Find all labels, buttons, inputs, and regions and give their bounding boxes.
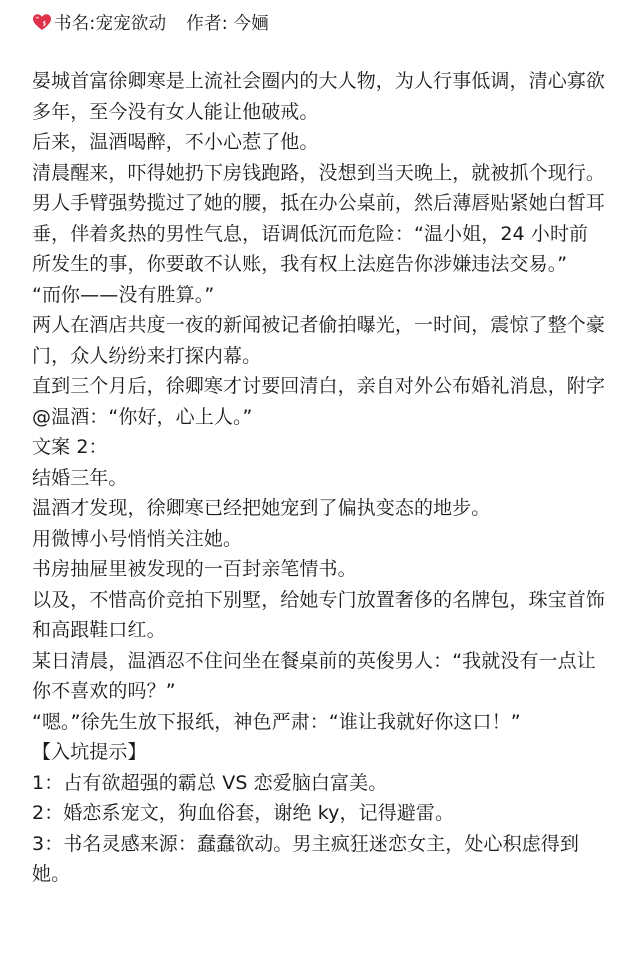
paragraph: 男人手臂强势揽过了她的腰，抵在办公桌前，然后薄唇贴紧她白皙耳垂，伴着炙热的男性气息，语调低沉而危险：“温小姐，24 小时前所发生的事，你要敢不认账，我有权上法庭告你涉嫌违法交易。” [32, 192, 606, 275]
book-header [32, 0, 606, 42]
tip-item: 1：占有欲超强的霸总 VS 恋爱脑白富美。 [32, 771, 388, 794]
paragraph: “嗯。”徐先生放下报纸，神色严肃：“谁让我就好你这口！” [32, 710, 521, 733]
section-heading-tips: 【入坑提示】 [32, 741, 147, 763]
book-title: 书名:宠宠欲动 [54, 13, 167, 34]
paragraph: 温酒才发现，徐卿寒已经把她宠到了偏执变态的地步。 [32, 497, 491, 519]
book-author: 作者: 今婳 [186, 13, 269, 34]
paragraph: 清晨醒来，吓得她扔下房钱跑路，没想到当天晚上，就被抓个现行。 [32, 161, 606, 184]
tip-item: 2：婚恋系宠文，狗血俗套，谢绝 ky，记得避雷。 [32, 802, 455, 824]
paragraph: 用微博小号悄悄关注她。 [32, 527, 243, 550]
paragraph: 直到三个月后，徐卿寒才讨要回清白，亲自对外公布婚礼消息，附字@温酒：“你好，心上人。” [32, 375, 606, 428]
paragraph: 结婚三年。 [32, 466, 128, 489]
tip-item: 3：书名灵感来源：蠢蠢欲动。男主疯狂迷恋女主，处心积虑得到她。 [32, 832, 579, 885]
section-heading-copy-2: 文案 2： [32, 436, 108, 458]
paragraph: 两人在酒店共度一夜的新闻被记者偷拍曝光，一时间，震惊了整个豪门，众人纷纷来打探内幕。 [32, 314, 606, 367]
paragraph: 某日清晨，温酒忍不住问坐在餐桌前的英俊男人：“我就没有一点让你不喜欢的吗？” [32, 649, 596, 702]
synopsis-body [32, 66, 606, 890]
paragraph: “而你——没有胜算。” [32, 283, 215, 306]
red-heart-icon [32, 13, 52, 31]
paragraph: 以及，不惜高价竞拍下别墅，给她专门放置奢侈的名牌包，珠宝首饰和高跟鞋口红。 [32, 588, 606, 641]
paragraph: 后来，温酒喝醉，不小心惹了他。 [32, 131, 319, 153]
paragraph: 晏城首富徐卿寒是上流社会圈内的大人物，为人行事低调，清心寡欲多年，至今没有女人能让他破戒。 [32, 70, 606, 123]
paragraph: 书房抽屉里被发现的一百封亲笔情书。 [32, 558, 357, 580]
